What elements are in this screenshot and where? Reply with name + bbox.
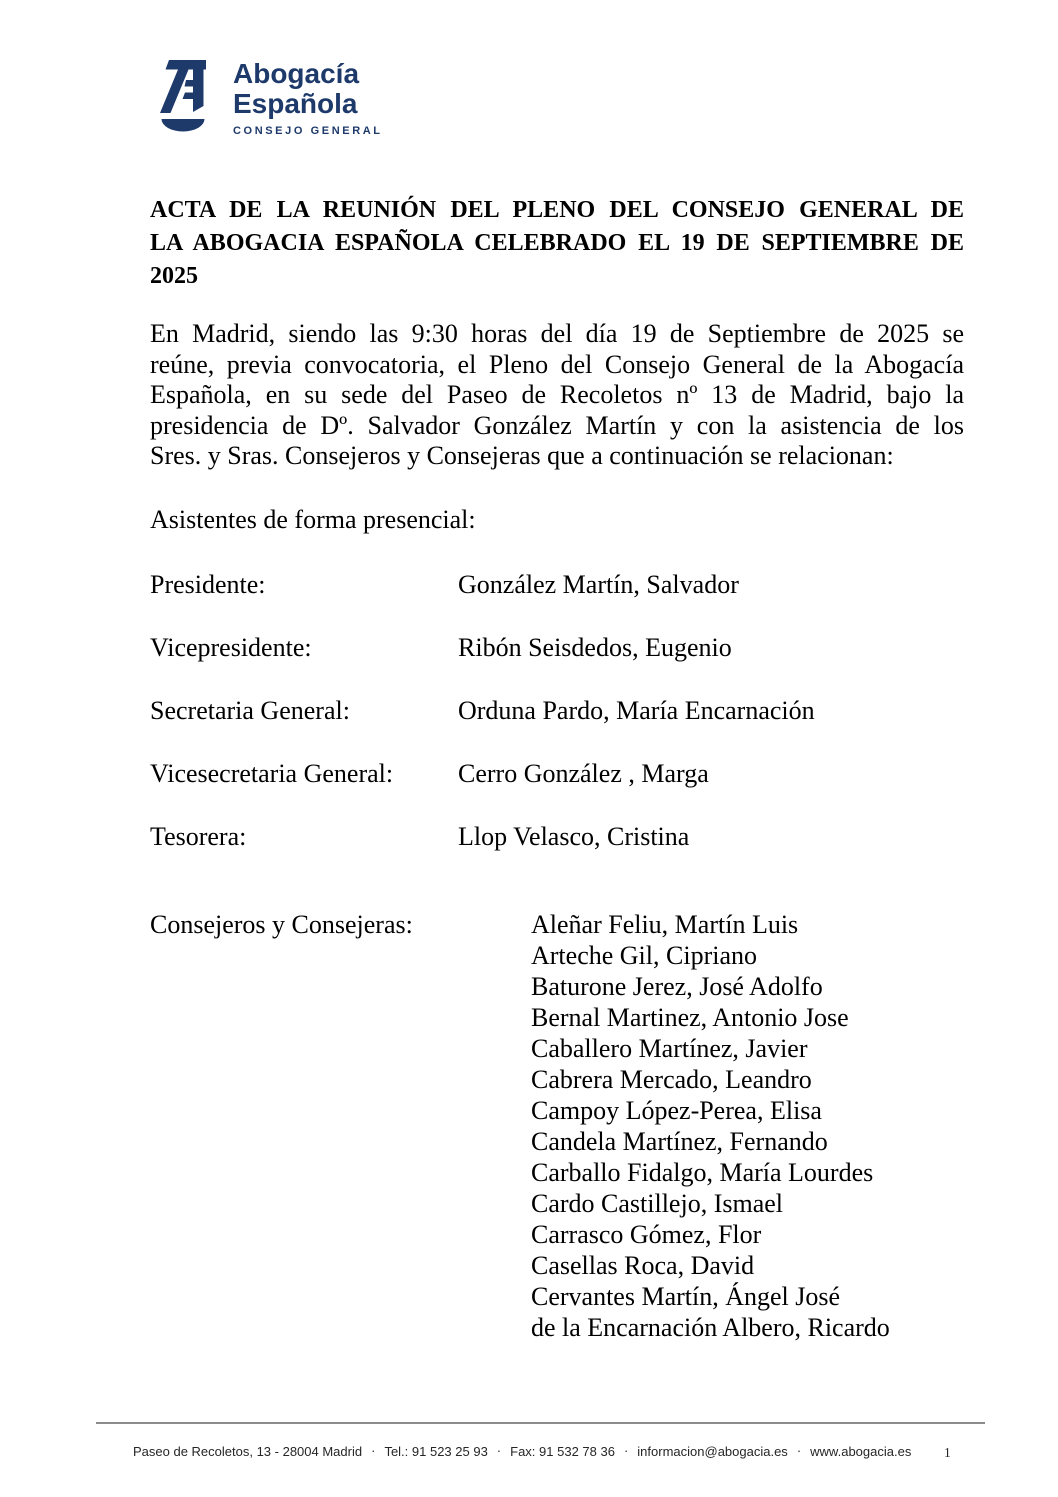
footer-item bbox=[615, 1444, 788, 1459]
page-number: 1 bbox=[944, 1445, 951, 1460]
footer-item-text: Fax: 91 532 78 36 bbox=[510, 1444, 615, 1459]
consejero-name: Casellas Roca, David bbox=[531, 1251, 755, 1280]
logo-line-1: Abogacía bbox=[233, 58, 360, 89]
footer-item bbox=[788, 1444, 912, 1459]
footer-item bbox=[133, 1444, 362, 1459]
footer-separator-dot: · bbox=[371, 1443, 376, 1458]
footer-item-text: Tel.: 91 523 25 93 bbox=[384, 1444, 488, 1459]
role-row bbox=[150, 821, 964, 852]
abogacia-wordmark bbox=[233, 59, 383, 137]
consejeros-name-list bbox=[531, 909, 964, 1343]
document-title-line: 2025 bbox=[150, 263, 198, 289]
role-name: Llop Velasco, Cristina bbox=[458, 822, 690, 851]
consejero-name: Aleñar Feliu, Martín Luis bbox=[531, 910, 799, 939]
consejero-name: Bernal Martinez, Antonio Jose bbox=[531, 1003, 849, 1032]
role-label: Tesorera: bbox=[150, 822, 247, 851]
footer-item-text: Paseo de Recoletos, 13 - 28004 Madrid bbox=[133, 1444, 363, 1459]
consejero-name: Cardo Castillejo, Ismael bbox=[531, 1189, 784, 1218]
footer-separator-dot: · bbox=[623, 1443, 629, 1458]
logo-line-2: Española bbox=[233, 88, 358, 119]
consejero-name: Campoy López-Perea, Elisa bbox=[531, 1096, 822, 1125]
intro-paragraph-line: En Madrid, siendo las 9:30 horas del día 19 de Septiembre de 2025 se bbox=[150, 319, 964, 348]
consejero-name: Baturone Jerez, José Adolfo bbox=[531, 972, 823, 1001]
role-label: Presidente: bbox=[150, 570, 266, 599]
footer-separator-dot: · bbox=[796, 1443, 802, 1458]
footer-item bbox=[488, 1444, 615, 1459]
consejero-name: Caballero Martínez, Javier bbox=[531, 1034, 808, 1063]
footer-item bbox=[362, 1444, 488, 1459]
role-label: Secretaria General: bbox=[150, 696, 350, 725]
document-title-line: ACTA DE LA REUNIÓN DEL PLENO DEL CONSEJO GENERAL DE bbox=[150, 197, 964, 223]
role-name: González Martín, Salvador bbox=[458, 570, 739, 599]
intro-paragraph bbox=[150, 319, 964, 472]
roles-list bbox=[150, 569, 964, 884]
footer-divider-line bbox=[96, 1422, 985, 1424]
document-title bbox=[150, 194, 964, 293]
consejeros-label: Consejeros y Consejeras: bbox=[150, 910, 413, 939]
consejero-name: Carballo Fidalgo, María Lourdes bbox=[531, 1158, 874, 1187]
consejero-name: Cervantes Martín, Ángel José bbox=[531, 1282, 841, 1311]
role-label: Vicepresidente: bbox=[150, 633, 312, 662]
consejero-name: Cabrera Mercado, Leandro bbox=[531, 1065, 812, 1094]
intro-paragraph-line: reúne, previa convocatoria, el Pleno del Consejo General de la Abogacía bbox=[150, 349, 964, 379]
footer-item-text: www.abogacia.es bbox=[810, 1444, 912, 1459]
role-name: Orduna Pardo, María Encarnación bbox=[458, 696, 815, 725]
consejeros-section bbox=[150, 909, 964, 1343]
role-row bbox=[150, 758, 964, 789]
intro-paragraph-line: Española, en su sede del Paseo de Recoletos nº 13 de Madrid, bajo la bbox=[150, 380, 964, 409]
role-row bbox=[150, 695, 964, 726]
consejero-name: Arteche Gil, Cipriano bbox=[531, 941, 757, 970]
role-label: Vicesecretaria General: bbox=[150, 759, 394, 788]
abogacia-logo-icon bbox=[160, 60, 206, 138]
intro-paragraph-line: Sres. y Sras. Consejeros y Consejeras que a continuación se relacionan: bbox=[150, 441, 894, 470]
document-title-line: LA ABOGACIA ESPAÑOLA CELEBRADO EL 19 DE SEPTIEMBRE DE bbox=[150, 230, 964, 256]
consejero-name: de la Encarnación Albero, Ricardo bbox=[531, 1313, 890, 1342]
consejero-name: Candela Martínez, Fernando bbox=[531, 1127, 828, 1156]
abogacia-logo-icon-svg bbox=[160, 60, 206, 138]
role-row bbox=[150, 632, 964, 663]
footer-separator-dot: · bbox=[496, 1443, 502, 1458]
logo-subtitle: CONSEJO GENERAL bbox=[233, 125, 383, 137]
consejero-name: Carrasco Gómez, Flor bbox=[531, 1220, 762, 1249]
role-name: Ribón Seisdedos, Eugenio bbox=[458, 633, 732, 662]
footer-item-text: informacion@abogacia.es bbox=[637, 1444, 788, 1459]
intro-paragraph-line: presidencia de Dº. Salvador González Martín y con la asistencia de los bbox=[150, 410, 964, 440]
attendance-heading: Asistentes de forma presencial: bbox=[150, 505, 476, 534]
footer-contact-line bbox=[133, 1444, 911, 1460]
role-name: Cerro González , Marga bbox=[458, 759, 709, 788]
role-row bbox=[150, 569, 964, 600]
